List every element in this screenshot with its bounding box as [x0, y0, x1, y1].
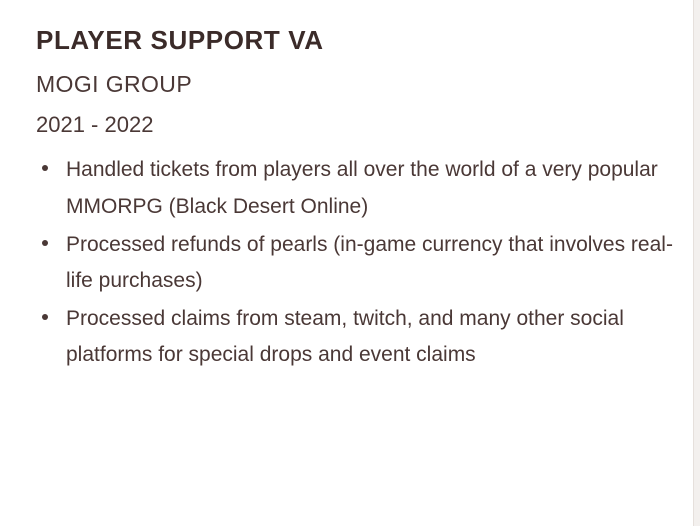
- bullet-dot-icon: [42, 314, 48, 320]
- responsibility-list: [36, 152, 676, 373]
- list-item-text: Handled tickets from players all over the world of a very popular MMORPG (Black Desert Online): [66, 158, 658, 218]
- job-title: PLAYER SUPPORT VA: [36, 25, 324, 55]
- company-name: MOGI GROUP: [36, 70, 193, 97]
- list-item: [36, 301, 676, 373]
- list-item-text: Processed claims from steam, twitch, and many other social platforms for special drops and event claims: [66, 306, 624, 367]
- bullet-dot-icon: [42, 165, 48, 171]
- employment-dates: 2021 - 2022: [36, 112, 154, 138]
- bullet-dot-icon: [42, 240, 48, 246]
- list-item-text: Processed refunds of pearls (in-game currency that involves real-life purchases): [66, 232, 673, 292]
- list-item: [36, 227, 676, 299]
- list-item: [36, 152, 676, 224]
- page-right-edge: [693, 0, 700, 526]
